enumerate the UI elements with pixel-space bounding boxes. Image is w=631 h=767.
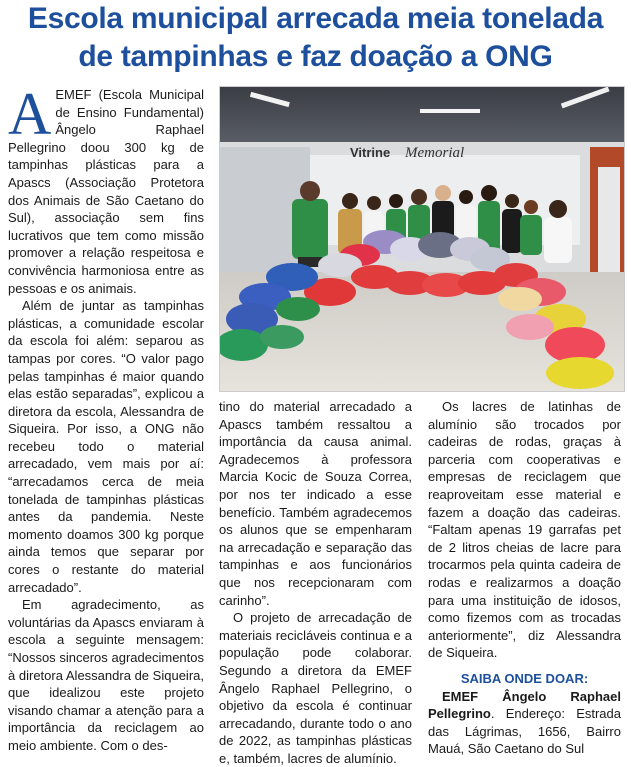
column-2 <box>219 398 412 767</box>
paragraph: O projeto de arrecadação de materiais recicláveis continua e a população pode colaborar. Segundo a diretora da EMEF Ângelo Raphael Pellegrino, o objetivo da escola é continuar arrecadando, durante todo o ano de 2022, as tampinhas plásticas e, também, lacres de alumínio. <box>219 610 412 766</box>
paragraph: tino do material arrecadado a Apascs também ressaltou a importância da causa animal. Agradecemos à professora Marcia Kocic de Souza Correa, por nos ter indicado a esse benefício. Também agradecemos os alunos que se empenharam na arrecadação e separação das tampinhas e aos funcionários que nos recepcionaram com carinho”. <box>219 399 412 608</box>
paragraph: Além de juntar as tampinhas plásticas, a comunidade escolar da escola foi além: separou as tampas por cores. “O valor pago pelas tampinhas é maior quando elas estão separadas”, explicou a diretora da escola, Alessandra de Siqueira. Por isso, a ONG não recebeu todo o material arrecadado, vem mais por aí: “arrecadamos cerca de meia tonelada de tampinhas plásticas antes da pandemia. Neste momento doamos 300 kg porque ainda temos que separar por cores o restante do material arrecadado”. <box>8 298 204 595</box>
photo-illustration <box>220 87 624 391</box>
intro-text: EMEF (Escola Municipal de Ensino Fundamental) Ângelo Raphael Pellegrino doou 300 kg de tampinhas plásticas para a Apascs (Associação Protetora dos Animais de São Caetano do Sul), associação sem fins lucrativos que tem como missão promover a relação respeitosa e convivência harmoniosa entre as pessoas e os animais. <box>8 87 204 296</box>
paragraph: Em agradecimento, as voluntárias da Apascs enviaram à escola a seguinte mensagem: “Nossos sinceros agradecimentos à diretora Alessandra de Siqueira, que idealizou este projeto visando chamar a atenção para a importância da reciclagem ao meio ambiente. Com o des- <box>8 597 204 753</box>
sign-script: Memorial <box>405 145 465 161</box>
paragraph-intro <box>8 81 204 297</box>
address-text: . Endereço: Estrada das Lágrimas, 1656, Bairro Mauá, São Caetano do Sul <box>428 706 621 757</box>
headline <box>0 0 631 76</box>
news-photo <box>219 86 625 392</box>
saiba-onde-doar-title: SAIBA ONDE DOAR: <box>460 670 589 686</box>
headline-line-1: Escola municipal arrecada meia tonelada <box>27 2 604 35</box>
drop-cap: A <box>8 81 52 147</box>
paragraph: Os lacres de latinhas de alumínio são trocados por cadeiras de rodas, graças à parceria com cooperativas e empresas de reciclagem que reaproveitam esse material e fazem a doação das cadeiras. “Faltam apenas 19 garrafas pet de 2 litros cheias de lacre para trocarmos pela quinta cadeira de rodas e realizarmos a doação para uma instituição de idosos, como fizemos com as trocadas anteriormente”, diz Alessandra de Siqueira. <box>428 399 621 661</box>
headline-line-2: de tampinhas e faz doação a ONG <box>78 40 553 73</box>
column-1 <box>8 81 204 755</box>
donation-address <box>428 688 621 758</box>
school-name: EMEF Ângelo Raphael Pellegrino <box>428 688 621 722</box>
column-3 <box>428 398 621 758</box>
sign-text: Vitrine <box>350 145 391 160</box>
